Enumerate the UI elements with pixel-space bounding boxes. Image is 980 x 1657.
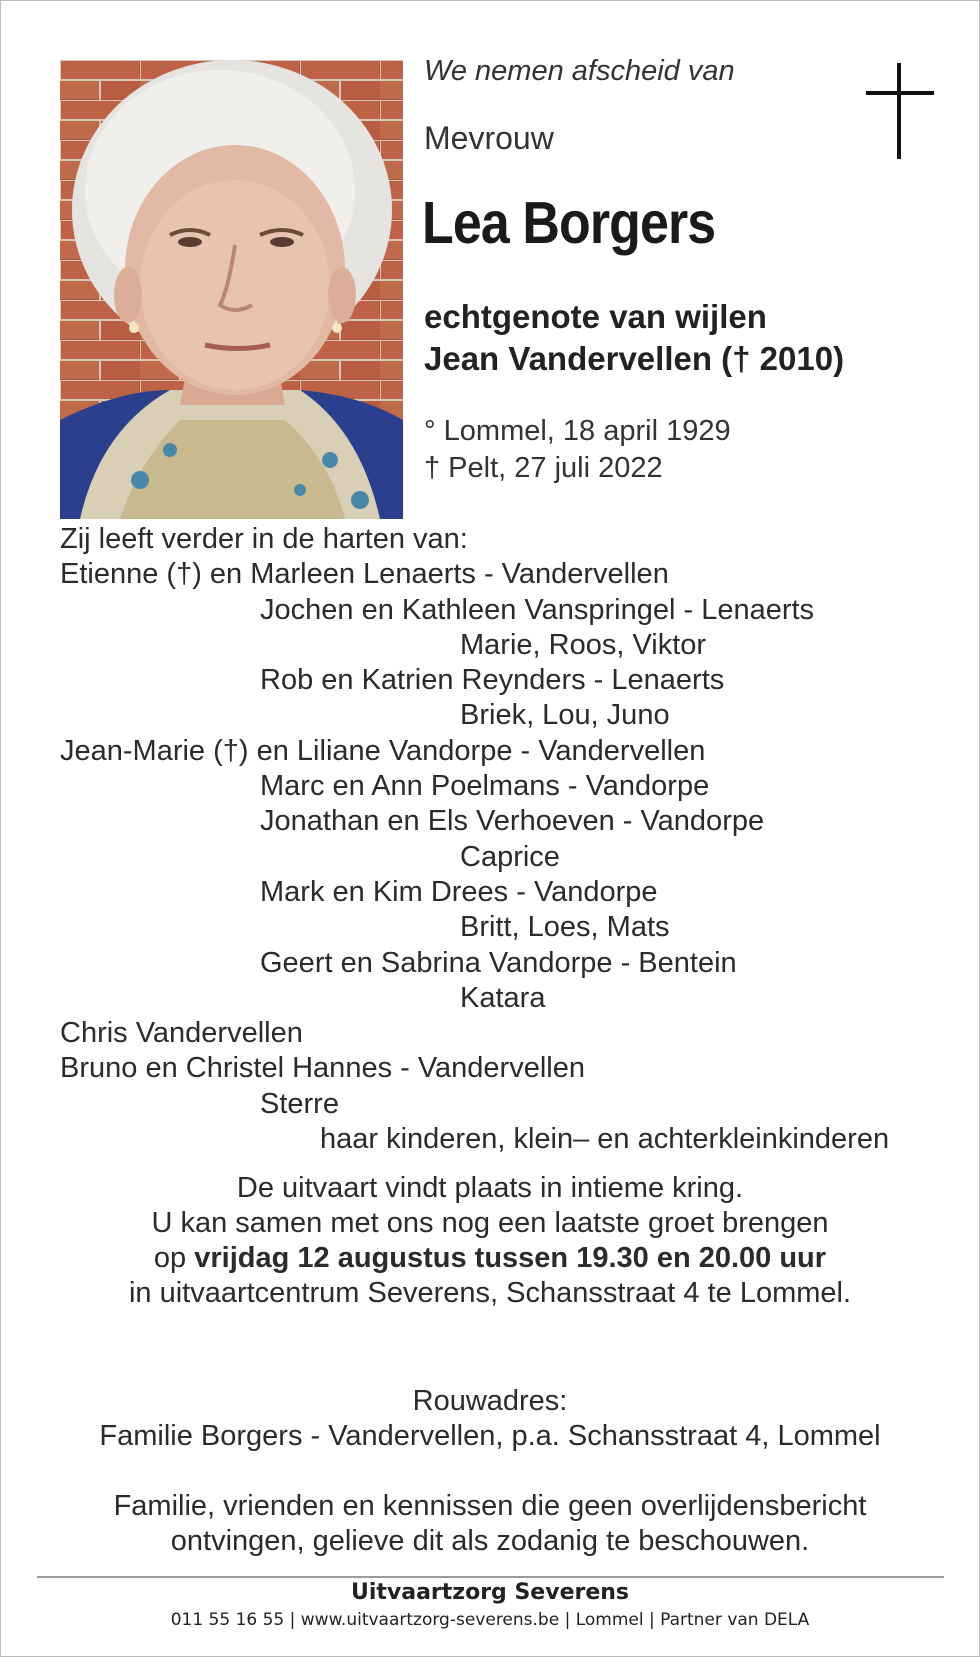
survivor-lines <box>60 557 940 1157</box>
funeral-line-3-prefix: op <box>153 1242 195 1274</box>
closing-note <box>1 1489 979 1559</box>
funeral-datetime: vrijdag 12 augustus tussen 19.30 en 20.00 uur <box>194 1242 827 1274</box>
survivor-line: Geert en Sabrina Vandorpe - Bentein <box>260 946 737 979</box>
closing-line-2: ontvingen, gelieve dit als zodanig te beschouwen. <box>170 1525 810 1557</box>
funeral-line-1: De uitvaart vindt plaats in intieme kring. <box>236 1172 744 1204</box>
death-date: † Pelt, 27 juli 2022 <box>424 452 663 484</box>
survivor-line: Jochen en Kathleen Vanspringel - Lenaerts <box>260 593 815 626</box>
survivor-line: Jean-Marie (†) en Liliane Vandorpe - Vandervellen <box>60 734 706 767</box>
survivor-line: Jonathan en Els Verhoeven - Vandorpe <box>260 805 765 838</box>
survivor-line: Katara <box>460 981 546 1014</box>
survivor-line: Sterre <box>260 1087 339 1120</box>
mourning-address-label: Rouwadres: <box>412 1385 568 1417</box>
survivor-line: Etienne (†) en Marleen Lenaerts - Vandervellen <box>60 558 669 591</box>
survivor-line: Marie, Roos, Viktor <box>460 628 707 661</box>
funeral-home-name: Uitvaartzorg Severens <box>350 1580 630 1605</box>
deceased-name: Lea Borgers <box>422 190 716 256</box>
survivor-line: haar kinderen, klein– en achterkleinkinderen <box>320 1123 890 1156</box>
survivor-line: Britt, Loes, Mats <box>460 911 670 944</box>
closing-line-1: Familie, vrienden en kennissen die geen overlijdensbericht <box>113 1490 867 1522</box>
survivor-line: Marc en Ann Poelmans - Vandorpe <box>260 770 710 803</box>
intro-text: We nemen afscheid van <box>424 55 735 87</box>
life-dates <box>424 413 731 487</box>
survivor-line: Caprice <box>460 840 560 873</box>
survivors-heading: Zij leeft verder in de harten van: <box>60 523 468 555</box>
funeral-info <box>1 1171 979 1311</box>
mourning-address-text: Familie Borgers - Vandervellen, p.a. Schansstraat 4, Lommel <box>99 1420 881 1452</box>
birth-date: ° Lommel, 18 april 1929 <box>424 415 731 447</box>
footer-divider <box>37 1576 944 1578</box>
funeral-line-4: in uitvaartcentrum Severens, Schansstraat 4 te Lommel. <box>128 1277 852 1309</box>
survivor-line: Rob en Katrien Reynders - Lenaerts <box>260 664 725 697</box>
funeral-line-3 <box>1 1241 979 1276</box>
mourning-address <box>1 1384 979 1454</box>
funeral-home-contact: 011 55 16 55 | www.uitvaartzorg-severens.be | Lommel | Partner van DELA <box>170 1610 810 1630</box>
honorific: Mevrouw <box>424 120 554 156</box>
funeral-line-2: U kan samen met ons nog een laatste groet brengen <box>151 1207 829 1239</box>
spouse-line-1: echtgenote van wijlen <box>424 298 767 335</box>
spouse-info <box>424 296 844 380</box>
survivor-line: Chris Vandervellen <box>60 1017 303 1050</box>
survivor-line: Briek, Lou, Juno <box>460 699 670 732</box>
portrait-illustration <box>60 60 403 519</box>
survivor-line: Bruno en Christel Hannes - Vandervellen <box>60 1052 585 1085</box>
spouse-line-2: Jean Vandervellen († 2010) <box>424 340 845 377</box>
survivor-line: Mark en Kim Drees - Vandorpe <box>260 875 658 908</box>
portrait-photo <box>60 60 403 519</box>
latin-cross-icon <box>866 63 934 159</box>
survivors-list <box>60 522 940 1157</box>
